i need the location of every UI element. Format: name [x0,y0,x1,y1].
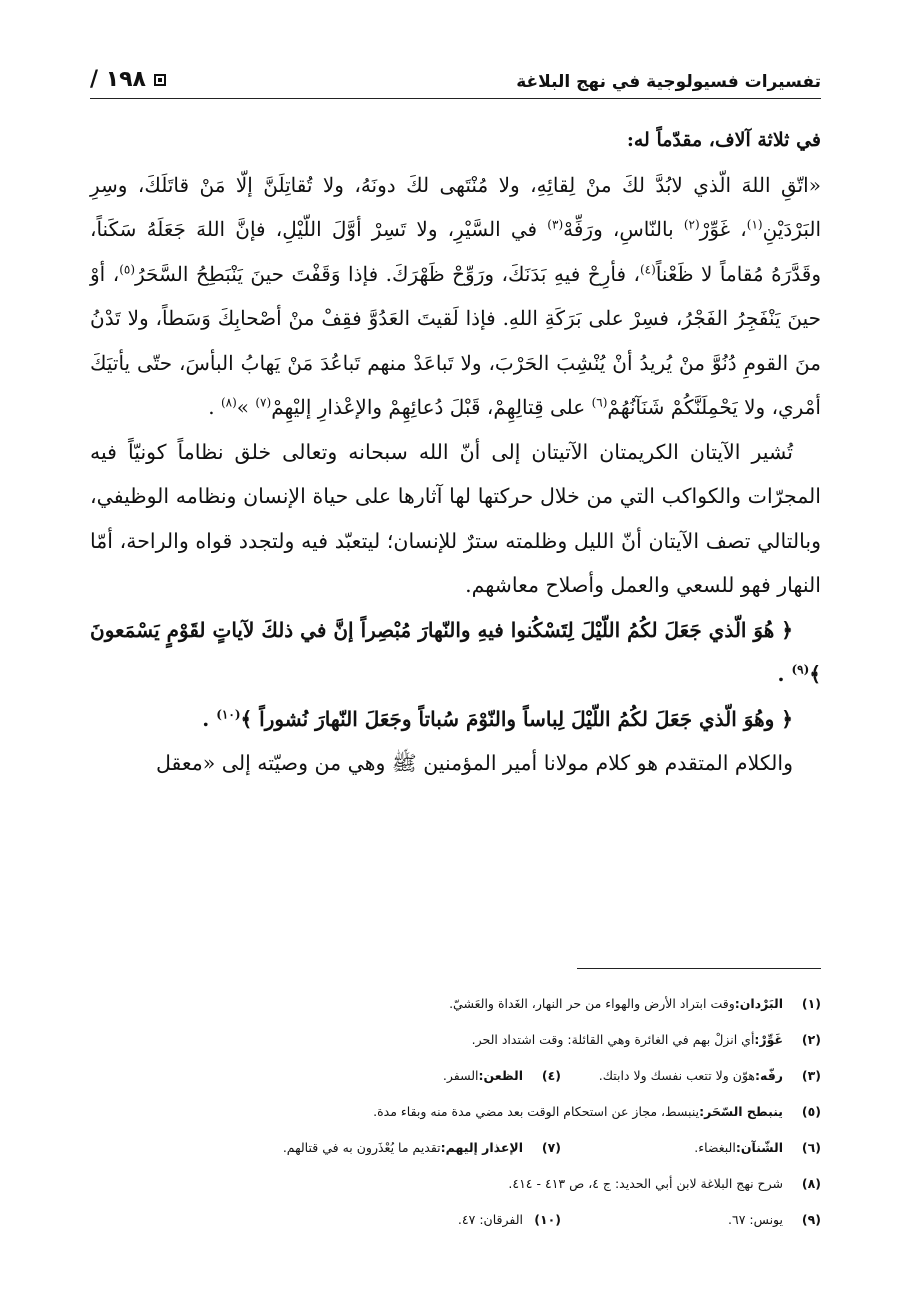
verse-end: . [777,662,792,686]
footnote-number: (٩) [801,1211,821,1227]
quote-part: ، غَوِّرْ [699,217,747,241]
footnote-row-3-4 [90,1057,821,1093]
quote-open: « [808,172,821,197]
footnote-row-6-7 [90,1129,821,1165]
footnote-5 [90,1093,821,1129]
footnote-ref[interactable]: (٦) [591,395,608,410]
square-icon [154,74,166,86]
footnote-term: البَرْدان: [734,995,783,1011]
quote-part: ، أوْ حينَ يَنْفَجِرُ الفَجْرُ، فسِرْ على بَرَكَةِ اللهِ. فإذا لَقيتَ العَدُوَّ فقِفْ منْ أصْحابِكَ وَسَطاً، ولا تَدْنُ منَ القومِ دُنُوَّ منْ يُريدُ أنْ يُنْشِبَ الحَرْبَ، ولا تَباعَدْ منهم تَباعُدَ مَنْ يَهابُ البأسَ، حتّى يأتيَكَ أمْري، ولا يَحْمِلَنَّكُمْ شَنَآنُهُمْ [90,261,821,419]
footnote-text: السفر. [442,1067,479,1083]
footnote-number: (٢) [801,1031,821,1047]
footnote-text: هوّن ولا تتعب نفسك ولا دابتك. [598,1067,756,1083]
footnote-ref[interactable]: (٣) [547,217,564,232]
footnote-text: ينبسط، مجاز عن استحكام الوقت بعد مضي مدة منه وبقاء مدة. [373,1103,700,1119]
footnotes [90,985,821,1237]
footnote-ref[interactable]: (٨) [220,395,237,410]
intro-line: في ثلاثة آلاف، مقدّماً له: [626,129,821,151]
footnote-text: تقديم ما يُعْذَرون به في قتالهم. [282,1139,441,1155]
footnote-10 [301,1212,561,1227]
footnote-ref[interactable]: (١٠) [216,706,241,721]
quote-part: على قِتالِهِمْ، قَبْلَ دُعائِهِمْ والإعْذارِ إليْهِمْ [271,395,592,419]
footnote-1 [90,985,821,1021]
footnote-number: (٨) [801,1175,821,1191]
footnote-number: (٦) [801,1139,821,1155]
footnote-text: أي انزلْ بهم في الغائرة وهي القائلة: وقت اشتداد الحر. [471,1031,755,1047]
quran-verse-2 [90,697,821,742]
footnote-row-9-10 [90,1201,821,1237]
footnote-term: الشّنآن: [735,1139,783,1155]
footnote-ref[interactable]: (٩) [791,662,810,677]
footnote-number: (٥) [801,1103,821,1119]
footnote-term: الإعذار إليهم: [440,1139,523,1155]
book-title: تفسيرات فسيولوجية في نهج البلاغة [516,72,821,92]
footnote-6 [561,1140,821,1155]
verse-end: . [202,706,217,731]
footnote-term: غَوِّرْ: [754,1031,783,1047]
footnote-number: (٣) [801,1067,821,1083]
footnote-term: ينبطح السّحَر: [699,1103,783,1119]
footnote-ref[interactable]: (٢) [683,217,700,232]
footnote-ref[interactable]: (٧) [255,395,272,410]
main-text [90,118,821,786]
footnote-number: (١) [801,995,821,1011]
quote-part: في السَّيْرِ، ولا تَسِرْ أوَّلَ اللّيْلِ، فإنَّ اللهَ جَعَلَهُ سَكَناً، وقَدَّرَهُ مُقاماً لا ظَعْناً [90,217,822,286]
footnote-text: البغضاء. [694,1139,736,1155]
footnote-4 [301,1068,561,1083]
quote-part: اتّقِ اللهَ الّذي لابُدَّ لكَ منْ لِقائِهِ، ولا مُنْتَهى لكَ دونَهُ، ولا تُقاتِلَنَّ إلّا مَنْ قاتَلَكَ، وسِرِ البَرْدَيْنِ [90,172,822,241]
quote-part: ، فأرِحْ فيهِ بَدَنَكَ، ورَوِّحْ ظَهْرَكَ. فإذا وَقَفْتَ حينَ يَنْبَطِحُ السَّحَرُ [135,261,640,286]
verse-text: ﴿ وهُوَ الّذي جَعَلَ لكُمُ اللّيْلَ لِباساً والنّوْمَ سُباتاً وجَعَلَ النّهارَ نُشوراً ﴾ [240,706,793,731]
footnote-3 [561,1068,821,1083]
footnote-9 [561,1212,821,1227]
page-number: ١٩٨ / [90,67,146,92]
footnote-text: يونس: ٦٧. [728,1211,783,1227]
footnote-8 [90,1165,821,1201]
verse-text: ﴿ هُوَ الّذي جَعَلَ لكُمُ اللّيْلَ لِتَسْكُنوا فيهِ والنّهارَ مُبْصِراً إنَّ في ذلكَ لآياتٍ لقَوْمٍ يَسْمَعونَ ﴾ [90,617,821,686]
footnote-text: وقت ابتراد الأرض والهواء من حر النهار، الغَداة والعَشيّ. [449,995,735,1011]
footnote-ref[interactable]: (١) [746,217,763,232]
quran-verse-1 [90,608,821,697]
footnote-text: شرح نهج البلاغة لابن أبي الحديد: ج ٤، ص ٤١٣ - ٤١٤. [508,1175,783,1191]
page-number-block [90,67,166,92]
footnote-ref[interactable]: (٤) [639,261,656,276]
quote-part: بالنّاسِ، ورَفِّهْ [563,217,684,241]
footnote-term: الظعن: [478,1067,523,1083]
footnote-2 [90,1021,821,1057]
quote-close: » [236,395,256,419]
footnote-number: (١٠) [534,1211,561,1227]
footnote-term: رفّه: [755,1067,783,1083]
footnote-ref[interactable]: (٥) [119,261,136,276]
explanation-paragraph: تُشير الآيتان الكريمتان الآتيتان إلى أنّ الله سبحانه وتعالى خلق نظاماً كونيّاً فيه المجرّات والكواكب التي من خلال حركتها لها آثارها على حياة الإنسان ونظامه الوظيفي، وبالتالي تصف الآيتان أنّ الليل وظلمته سترٌ للإنسان؛ ليتعبّد فيه ولتجدد قواه والراحة، أمّا النهار فهو للسعي والعمل وأصلاح معاشهم. [90,439,821,597]
quote-end: . [208,395,221,419]
page-header [90,52,821,99]
footnote-text: الفرقان: ٤٧. [457,1211,523,1227]
footnote-divider [577,968,821,969]
footnote-number: (٤) [541,1067,561,1083]
closing-line: والكلام المتقدم هو كلام مولانا أمير المؤمنين ﷺ وهي من وصيّته إلى «معقل [155,751,793,775]
quote-paragraph [90,163,821,430]
footnote-7 [283,1140,561,1155]
footnote-number: (٧) [541,1139,561,1155]
